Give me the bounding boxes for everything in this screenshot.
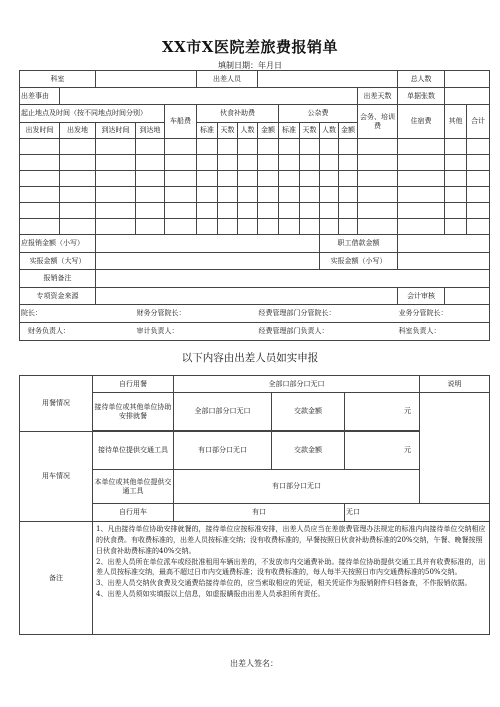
president-sign: 院长： [20, 305, 136, 323]
car-self-no[interactable]: 无口 [345, 504, 490, 522]
table-row[interactable] [20, 171, 490, 187]
table-row[interactable] [20, 187, 490, 203]
table-row[interactable] [20, 139, 490, 155]
finance-vp-sign: 财务分管院长： [136, 305, 258, 323]
total-people-field[interactable] [445, 71, 490, 88]
finance-head-sign: 财务负责人： [20, 323, 136, 341]
misc-people-header: 人数 [320, 123, 339, 139]
dept-head-sign: 科室负责人： [398, 323, 490, 341]
start-end-header: 起止地点及时间（按不同地点时间分别） [20, 105, 165, 123]
fund-source-field[interactable] [96, 288, 398, 305]
note-2: 2、出差人员所在单位派车或经批准租用车辆出差的，不发放市内交通费补助。接待单位协助提供交通工具并有收费标准的，出差人员按标准交纳，最高不超过日市内交通费标准；没有收费标准的，每人每半天按照日市内交通费标准的50%交纳。 [96, 557, 486, 577]
lodging-header: 住宿费 [398, 105, 445, 139]
days-label: 出差天数 [358, 88, 398, 105]
borrow-field[interactable] [398, 235, 490, 253]
car-host-options[interactable]: 有口部分口无口 [174, 432, 272, 470]
actual-big-field[interactable] [96, 253, 320, 270]
remarks-field[interactable] [96, 270, 490, 288]
fund-source-label: 专项资金来源 [20, 288, 96, 305]
car-self-label: 自行用车 [93, 504, 174, 522]
car-self-yes[interactable]: 有口 [174, 504, 345, 522]
due-small-label: 应报销金额（小写） [20, 235, 96, 253]
car-pay-unit[interactable]: 元 [345, 432, 420, 470]
form-title: XX市X医院差旅费报销单 [162, 38, 338, 56]
traveler-field[interactable] [258, 71, 398, 88]
table-row[interactable] [20, 203, 490, 219]
audit-label: 会计审核 [398, 288, 445, 305]
actual-big-label: 实报金额（大写） [20, 253, 96, 270]
depart-time-header: 出发时间 [20, 123, 60, 139]
meal-host-label: 接待单位或其他单位协助安排就餐 [93, 393, 174, 431]
audit-head-sign: 审计负责人： [136, 323, 258, 341]
declaration-table [19, 375, 490, 635]
reimbursement-table [19, 70, 490, 341]
note-field[interactable] [420, 393, 490, 504]
meal-pay-unit[interactable]: 元 [345, 393, 420, 431]
misc-amount-header: 金额 [339, 123, 358, 139]
declaration-title: 以下内容由出差人员如实申报 [181, 352, 319, 364]
total-people-label: 总人数 [398, 71, 445, 88]
vehicle-header: 车船费 [165, 105, 197, 139]
meal-host-options[interactable]: 全部口部分口无口 [174, 393, 272, 431]
audit-field[interactable] [445, 288, 490, 305]
car-own-label: 本单位或其他单位提供交通工具 [93, 470, 174, 504]
depart-place-header: 出发地 [60, 123, 96, 139]
other-header: 其他 [445, 105, 467, 139]
meal-pay-label: 交款金额 [272, 393, 345, 431]
meal-standard-header: 标准 [197, 123, 218, 139]
note-4: 4、出差人员须如实填报以上信息，如虚报瞒报由出差人员承担所有责任。 [96, 590, 325, 599]
traveler-signature: 出差人签名： [230, 659, 278, 668]
car-own-options[interactable]: 有口部分口无口 [174, 470, 420, 504]
due-small-field[interactable] [96, 235, 320, 253]
note-header: 说明 [420, 376, 490, 393]
total-header: 合计 [467, 105, 490, 139]
table-row[interactable] [20, 155, 490, 171]
declare-remarks-label: 备注 [20, 522, 93, 635]
arrive-time-header: 到达时间 [96, 123, 136, 139]
public-misc-header: 公杂费 [279, 105, 358, 123]
actual-small-field[interactable] [398, 253, 490, 270]
remarks-label: 报销备注 [20, 270, 96, 288]
arrive-place-header: 到达地 [136, 123, 165, 139]
meal-days-header: 天数 [218, 123, 238, 139]
meal-amount-header: 金额 [258, 123, 279, 139]
car-pay-label: 交款金额 [272, 432, 345, 470]
meal-section-label: 用餐情况 [20, 376, 93, 432]
meal-self-label: 自行用餐 [93, 376, 174, 393]
conf-train-header: 会务、培训费 [358, 105, 398, 139]
meal-allow-header: 伙食补助费 [197, 105, 279, 123]
car-host-label: 接待单位提供交通工具 [93, 432, 174, 470]
mgmt-head-sign: 经费管理部门负责人： [258, 323, 398, 341]
meal-people-header: 人数 [238, 123, 258, 139]
note-1: 1、凡由接待单位协助安排就餐的，接待单位应按标准安排，出差人员应当在差旅费管理办法规定的标准内向接待单位交纳相应的伙食费。有收费标准的，出差人员按标准交纳；没有收费标准的，早餐按照日伙食补助费标准的20%交纳，午餐、晚餐按照日伙食补助费标准的40%交纳。 [96, 525, 486, 555]
note-3: 3、出差人员交纳伙食费及交通费给接待单位的，应当索取相应的凭证，相关凭证作为报销附件归档备查，不作报销依据。 [96, 579, 472, 588]
mgmt-vp-sign: 经费管理部门分管院长： [258, 305, 398, 323]
traveler-label: 出差人员 [197, 71, 258, 88]
misc-days-header: 天数 [300, 123, 320, 139]
receipts-label: 单据张数 [398, 88, 445, 105]
car-section-label: 用车情况 [20, 432, 93, 522]
reason-label: 出差事由 [20, 88, 60, 105]
actual-small-label: 实报金额（小写） [320, 253, 398, 270]
meal-self-options[interactable]: 全部口部分口无口 [174, 376, 420, 393]
misc-standard-header: 标准 [279, 123, 300, 139]
borrow-label: 职工借款金额 [320, 235, 398, 253]
biz-vp-sign: 业务分管院长： [398, 305, 490, 323]
receipts-field[interactable] [445, 88, 490, 105]
dept-label: 科室 [20, 71, 96, 88]
dept-field[interactable] [96, 71, 197, 88]
fill-date: 填制日期：年月日 [218, 61, 282, 70]
notes-block [93, 522, 490, 635]
table-row[interactable] [20, 219, 490, 235]
reason-field[interactable] [60, 88, 358, 105]
